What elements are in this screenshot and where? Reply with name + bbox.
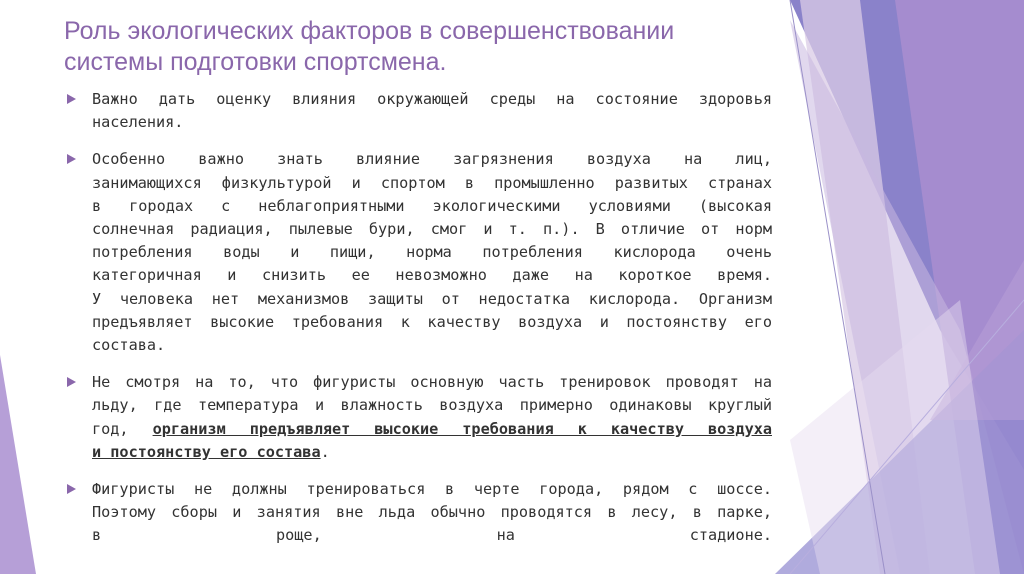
text-line [92, 441, 772, 464]
text-line: предъявляет высокие требования к качеству воздуха и постоянству его [92, 312, 772, 331]
bullet-text [92, 88, 772, 134]
text-line: населения. [92, 113, 184, 132]
bullet-item [64, 88, 772, 134]
text-line [92, 418, 772, 441]
slide-title-line: Роль экологических факторов в совершенствовании [64, 17, 675, 45]
text-line: Не смотря на то, что фигуристы основную часть тренировок проводят на [92, 373, 772, 392]
text-line: состава. [92, 336, 166, 355]
bullet-arrow-icon [67, 94, 76, 104]
bullet-item [64, 371, 772, 464]
emphasized-text: и постоянству его состава [92, 442, 321, 461]
text-line: У человека нет механизмов защиты от недостатка кислорода. Организм [92, 289, 772, 308]
text-segment: год, [92, 419, 153, 438]
bullet-item [64, 148, 772, 357]
bullet-list [64, 88, 772, 562]
bullet-text [92, 148, 772, 357]
text-line: в роще, на стадионе. [92, 526, 772, 545]
slide-title [64, 16, 764, 78]
bullet-text [92, 371, 772, 464]
slide-title-line: системы подготовки спортсмена. [64, 48, 447, 76]
text-line: занимающихся физкультурой и спортом в промышленно развитых странах [92, 173, 772, 192]
bullet-arrow-icon [67, 484, 76, 494]
bullet-item [64, 478, 772, 548]
text-line: Важно дать оценку влияния окружающей среды на состояние здоровья [92, 90, 772, 108]
bullet-text [92, 478, 772, 548]
emphasized-text: организм предъявляет высокие требования к качеству воздуха [152, 419, 772, 438]
text-line: Фигуристы не должны тренироваться в черте города, рядом с шоссе. [92, 480, 772, 499]
bullet-arrow-icon [67, 377, 76, 387]
text-segment: . [320, 442, 330, 461]
text-line: льду, где температура и влажность воздуха примерно одинаковы круглый [92, 396, 772, 415]
text-line: в городах с неблагоприятными экологическими условиями (высокая [92, 196, 772, 215]
text-line: потребления воды и пищи, норма потребления кислорода очень [92, 243, 772, 262]
text-line: Особенно важно знать влияние загрязнения воздуха на лиц, [92, 150, 772, 169]
text-line: Поэтому сборы и занятия вне льда обычно проводятся в лесу, в парке, [92, 503, 772, 522]
left-accent-shape [0, 355, 36, 574]
text-line: категоричная и снизить ее невозможно даже на короткое время. [92, 266, 772, 285]
bullet-arrow-icon [67, 154, 76, 164]
text-line: солнечная радиация, пылевые бури, смог и т. п.). В отличие от норм [92, 220, 772, 239]
